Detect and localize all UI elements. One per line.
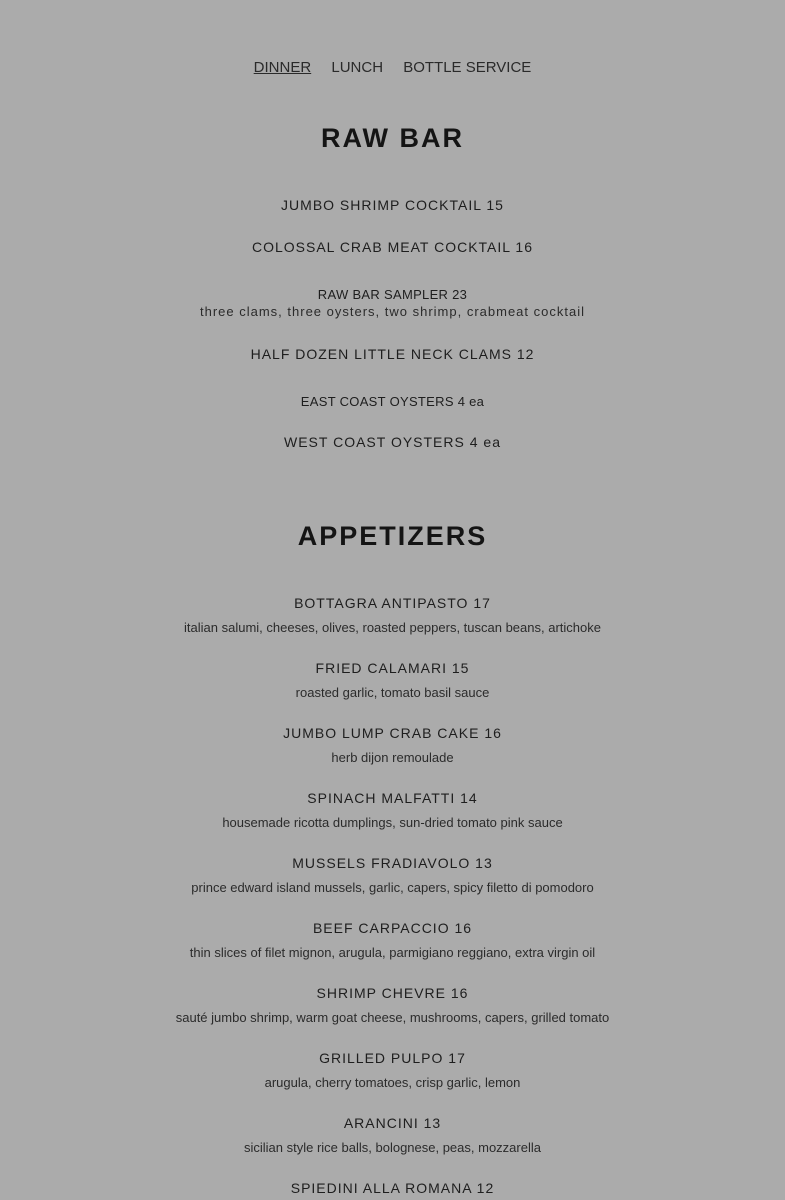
item-name: HALF DOZEN LITTLE NECK CLAMS 12: [250, 346, 535, 362]
menu-item: [0, 789, 785, 832]
menu-item: [0, 238, 785, 256]
menu-item: [0, 1179, 785, 1197]
menu-item: [0, 286, 785, 321]
tab-lunch[interactable]: LUNCH: [331, 59, 384, 76]
item-name: WEST COAST OYSTERS 4 ea: [284, 434, 501, 450]
menu-item: [0, 854, 785, 897]
menu-item: [0, 433, 785, 451]
item-name: GRILLED PULPO 17: [319, 1050, 466, 1066]
item-description: herb dijon remoulade: [331, 750, 454, 765]
item-name: BOTTAGRA ANTIPASTO 17: [294, 595, 491, 611]
item-description: arugula, cherry tomatoes, crisp garlic, lemon: [264, 1075, 521, 1090]
menu-item: [0, 919, 785, 962]
item-name: SHRIMP CHEVRE 16: [316, 985, 469, 1001]
item-description: sauté jumbo shrimp, warm goat cheese, mushrooms, capers, grilled tomato: [175, 1010, 610, 1025]
appetizers-heading: APPETIZERS: [297, 521, 488, 551]
raw-bar-heading: RAW BAR: [321, 123, 464, 153]
item-name: RAW BAR SAMPLER 23: [317, 287, 468, 302]
item-name: COLOSSAL CRAB MEAT COCKTAIL 16: [251, 239, 534, 255]
menu-item: [0, 984, 785, 1027]
menu-item: [0, 1114, 785, 1157]
item-description: thin slices of filet mignon, arugula, parmigiano reggiano, extra virgin oil: [189, 945, 596, 960]
item-name: JUMBO LUMP CRAB CAKE 16: [283, 725, 502, 741]
item-name: SPIEDINI ALLA ROMANA 12: [290, 1180, 495, 1196]
menu-item: [0, 1049, 785, 1092]
item-description: italian salumi, cheeses, olives, roasted peppers, tuscan beans, artichoke: [184, 620, 601, 635]
item-name: FRIED CALAMARI 15: [315, 660, 470, 676]
item-name: EAST COAST OYSTERS 4 ea: [300, 394, 485, 409]
menu-item: [0, 594, 785, 637]
item-name: ARANCINI 13: [343, 1115, 442, 1131]
item-description: roasted garlic, tomato basil sauce: [295, 685, 490, 700]
tab-bottle-service[interactable]: BOTTLE SERVICE: [403, 59, 532, 76]
item-name: JUMBO SHRIMP COCKTAIL 15: [281, 197, 504, 213]
item-name: BEEF CARPACCIO 16: [312, 920, 473, 936]
menu-item: [0, 393, 785, 411]
menu-item: [0, 345, 785, 363]
item-description: three clams, three oysters, two shrimp, crabmeat cocktail: [199, 304, 585, 319]
item-description: sicilian style rice balls, bolognese, peas, mozzarella: [244, 1140, 541, 1155]
menu-item: [0, 196, 785, 214]
item-name: MUSSELS FRADIAVOLO 13: [292, 855, 493, 871]
item-description: prince edward island mussels, garlic, capers, spicy filetto di pomodoro: [191, 880, 594, 895]
item-name: SPINACH MALFATTI 14: [307, 790, 478, 806]
item-description: housemade ricotta dumplings, sun-dried tomato pink sauce: [222, 815, 563, 830]
tab-dinner[interactable]: DINNER: [253, 59, 312, 76]
menu-tabs: [0, 59, 785, 76]
menu-item: [0, 659, 785, 702]
menu-item: [0, 724, 785, 767]
